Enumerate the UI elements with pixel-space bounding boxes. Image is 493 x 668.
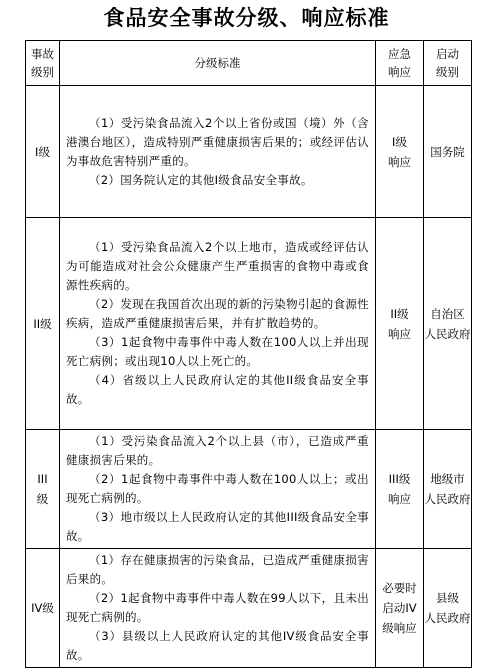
criterion: （2）1起食物中毒事件中毒人数在100人以上；或出现死亡病例的。 (66, 472, 369, 505)
level-cell: I级 (26, 86, 60, 218)
response-cell: II级 响应 (376, 218, 424, 430)
criterion: （1）受污染食品流入2个以上县（市），已造成严重健康损害后果的。 (66, 434, 369, 467)
header-standard: 分级标准 (60, 41, 376, 86)
criterion: （4）省级以上人民政府认定的其他II级食品安全事故。 (66, 373, 369, 406)
page-title: 食品安全事故分级、响应标准 (103, 6, 390, 30)
criterion: （2）发现在我国首次出现的新的污染物引起的食源性疾病，造成严重健康损害后果，并有扩散趋势的。 (66, 297, 369, 330)
header-start-level: 启动 级别 (424, 41, 472, 86)
grading-table (25, 40, 472, 668)
criteria-cell (60, 218, 376, 430)
table-row-level-3 (26, 430, 472, 549)
table-row-level-2 (26, 218, 472, 430)
table-header-row (26, 41, 472, 86)
criteria-cell (60, 549, 376, 668)
criterion: （2）1起食物中毒事件中毒人数在99人以下，且未出现死亡病例的。 (66, 591, 369, 624)
level-cell: III 级 (26, 430, 60, 549)
criterion: （3）县级以上人民政府认定的其他IV级食品安全事故。 (66, 629, 369, 662)
start-level-cell: 地级市 人民政府 (424, 430, 472, 549)
table-row-level-1 (26, 86, 472, 218)
criterion: （2）国务院认定的其他I级食品安全事故。 (89, 172, 313, 187)
criteria-cell (60, 430, 376, 549)
start-level-cell: 国务院 (424, 86, 472, 218)
level-cell: IV级 (26, 549, 60, 668)
criterion: （1）受污染食品流入2个以上地市，造成或经评估认为可能造成对社会公众健康产生严重损害的食物中毒或食源性疾病的。 (66, 240, 369, 292)
criterion: （3）地市级以上人民政府认定的其他III级食品安全事故。 (66, 510, 369, 543)
criteria-cell (60, 86, 376, 218)
criterion: （3）1起食物中毒事件中毒人数在100人以上并出现死亡病例；或出现10人以上死亡的。 (66, 335, 369, 368)
response-cell: I级 响应 (376, 86, 424, 218)
response-cell: III级 响应 (376, 430, 424, 549)
table-row-level-4 (26, 549, 472, 668)
start-level-cell: 县级 人民政府 (424, 549, 472, 668)
level-cell: II级 (26, 218, 60, 430)
header-response: 应急 响应 (376, 41, 424, 86)
header-level: 事故 级别 (26, 41, 60, 86)
criterion: （1）存在健康损害的污染食品，已造成严重健康损害后果的。 (66, 553, 369, 586)
start-level-cell: 自治区 人民政府 (424, 218, 472, 430)
response-cell: 必要时 启动IV 级响应 (376, 549, 424, 668)
criterion: （1）受污染食品流入2个以上省份或国（境）外（含港澳台地区），造成特别严重健康损害后果的；或经评估认为事故危害特别严重的。 (66, 115, 369, 168)
